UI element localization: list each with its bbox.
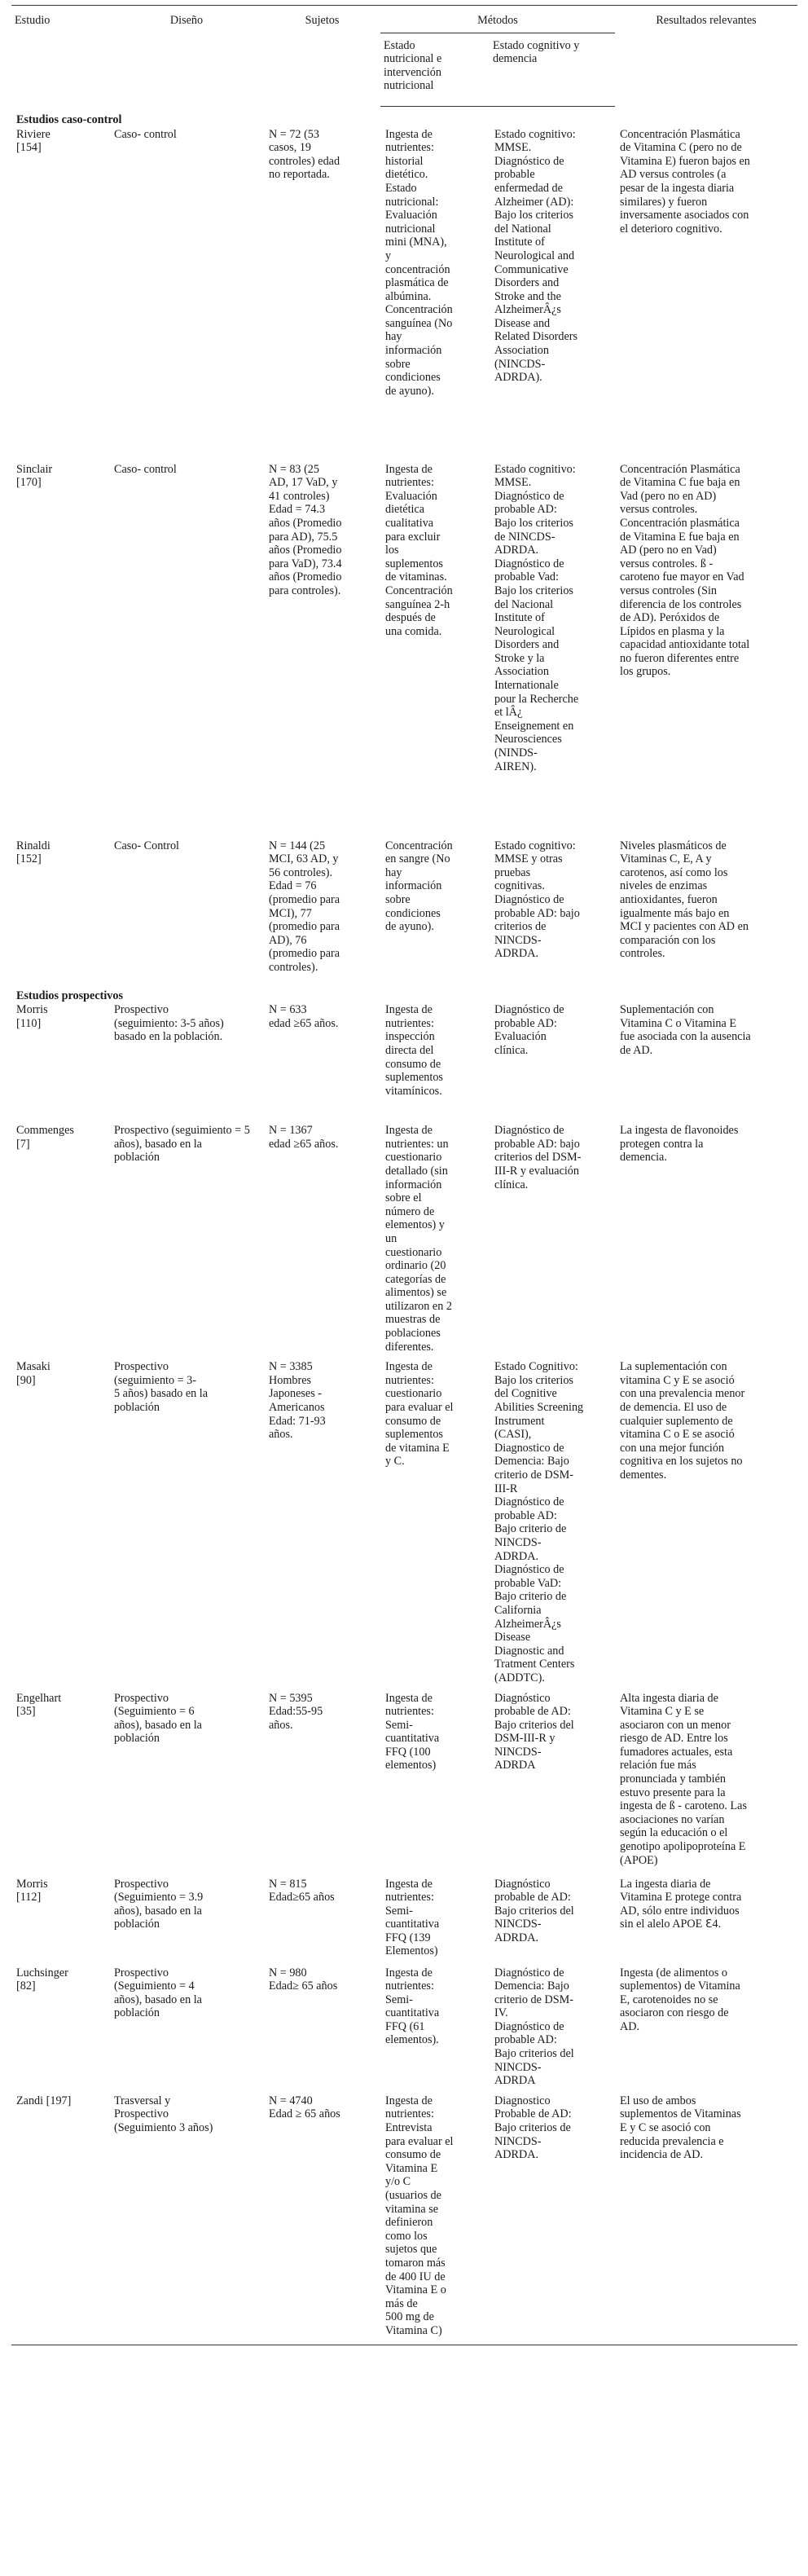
cell-estado-nutricional: Ingesta de nutrientes: cuestionario para evaluar el consumo de suplementos de vitamina E y C. — [385, 1360, 454, 1469]
cell-estudio: Riviere [154] — [16, 127, 50, 155]
cell-resultados: Alta ingesta diaria de Vitamina C y E se asociaron con un menor riesgo de AD. Entre los fumadores actuales, esta relación fue más pronunciada y también estuvo presente para la ingesta de ß - caroteno. Las asociaciones no varían según la educación o el genotipo apolipoproteína E (APOE) — [620, 1691, 748, 1867]
header-estado-cognitivo: Estado cognitivo y demencia — [490, 33, 615, 106]
studies-table — [11, 5, 797, 2345]
cell-sujetos: N = 83 (25 AD, 17 VaD, y 41 controles) Edad = 74.3 años (Promedio para AD), 75.5 años (Promedio para VaD), 73.4 años (Promedio para controles). — [269, 462, 342, 597]
cell-estado-nutricional: Ingesta de nutrientes: historial dietético. Estado nutricional: Evaluación nutricional mini (MNA), y concentración plasmática de albúmina. Concentración sanguínea (No hay información sobre condiciones de ayuno). — [385, 127, 453, 398]
cell-estado-cognitivo: Estado cognitivo: MMSE. Diagnóstico de probable enfermedad de Alzheimer (AD): Bajo los criterios del National Institute of Neurological and Communicative Disorders and Stroke and the AlzheimerÂ¿s Disease and Related Disorders Association (NINCDS- ADRDA). — [494, 127, 578, 385]
cell-resultados: Concentración Plasmática de Vitamina C (pero no de Vitamina E) fueron bajos en AD versus controles (a pesar de la ingesta diaria similares) y fueron inversamente asociados con el deterioro cognitivo. — [620, 127, 750, 236]
cell-estado-nutricional: Ingesta de nutrientes: Entrevista para evaluar el consumo de Vitamina E y/o C (usuarios de vitamina se definieron como los sujetos que tomaron más de 400 IU de Vitamina E o más de 500 mg de Vitamina C) — [385, 2094, 454, 2337]
table-row — [11, 463, 797, 839]
section-row-caso-control — [11, 106, 797, 127]
table-row — [11, 839, 797, 983]
table-body — [11, 106, 797, 2345]
cell-resultados: La ingesta diaria de Vitamina E protege contra AD, sólo entre individuos sin el alelo APOE ℇ4. — [620, 1877, 742, 1931]
cell-diseno: Prospectivo (seguimiento = 5 años), basado en la población — [114, 1124, 250, 1165]
cell-sujetos: N = 5395 Edad:55-95 años. — [269, 1691, 323, 1732]
cell-estado-cognitivo: Diagnóstico probable de AD: Bajo criterios del DSM-III-R y NINCDS- ADRDA — [494, 1691, 574, 1772]
table-row — [11, 1692, 797, 1878]
cell-sujetos: N = 72 (53 casos, 19 controles) edad no reportada. — [269, 127, 340, 182]
cell-estado-cognitivo: Estado Cognitivo: Bajo los criterios del Cognitive Abilities Screening Instrument (CASI), Diagnostico de Demencia: Bajo criterio de DSM- III-R Diagnóstico de probable AD: Bajo criterio de NINCDS- ADRDA. Diagnóstico de probable VaD: Bajo criterio de California AlzheimerÂ¿s Disease Diagnostic and Tratment Centers (ADDTC). — [494, 1360, 584, 1684]
section-title: Estudios caso-control — [16, 112, 122, 126]
cell-sujetos: N = 980 Edad≥ 65 años — [269, 1966, 338, 1993]
cell-estado-cognitivo: Diagnóstico de probable AD: Evaluación clínica. — [494, 1003, 564, 1057]
cell-estudio: Commenges [7] — [16, 1124, 74, 1151]
cell-diseno: Prospectivo (Seguimiento = 6 años), basado en la población — [114, 1691, 202, 1746]
header-resultados: Resultados relevantes — [615, 6, 797, 107]
cell-estado-cognitivo: Estado cognitivo: MMSE. Diagnóstico de probable AD: Bajo los criterios de NINCDS- ADRDA. Diagnóstico de probable Vad: Bajo los criterios del Nacional Institute of Neurological Disorders and Stroke y la Association Internationale pour la Recherche et lÂ¿ Enseignement en Neurosciences (NINDS- AIREN). — [494, 462, 579, 773]
table-row — [11, 1360, 797, 1691]
cell-estudio: Zandi [197] — [16, 2094, 72, 2107]
cell-estudio: Morris [112] — [16, 1877, 48, 1904]
cell-estudio: Sinclair [170] — [16, 462, 53, 490]
header-sujetos: Sujetos — [264, 6, 380, 107]
cell-sujetos: N = 3385 Hombres Japoneses - Americanos Edad: 71-93 años. — [269, 1360, 326, 1442]
cell-sujetos: N = 815 Edad≥65 años — [269, 1877, 335, 1904]
cell-estudio: Luchsinger [82] — [16, 1966, 68, 1993]
cell-diseno: Prospectivo (Seguimiento = 3.9 años), basado en la población — [114, 1877, 204, 1931]
cell-resultados: El uso de ambos suplementos de Vitaminas E y C se asoció con reducida prevalencia e incidencia de AD. — [620, 2094, 741, 2162]
section-title: Estudios prospectivos — [16, 989, 123, 1002]
cell-resultados: Suplementación con Vitamina C o Vitamina E fue asociada con la ausencia de AD. — [620, 1003, 751, 1057]
cell-estado-nutricional: Ingesta de nutrientes: inspección directa del consumo de suplementos vitamínicos. — [385, 1003, 443, 1098]
cell-sujetos: N = 633 edad ≥65 años. — [269, 1003, 339, 1030]
cell-sujetos: N = 144 (25 MCI, 63 AD, y 56 controles). Edad = 76 (promedio para MCI), 77 (promedio para AD), 76 (promedio para controles). — [269, 839, 340, 974]
cell-resultados: Concentración Plasmática de Vitamina C fue baja en Vad (pero no en AD) versus controles. Concentración plasmática de Vitamina E fue baja en AD (pero no en Vad) versus controles. ß - caroteno fue mayor en Vad versus controles (Sin diferencia de los controles de AD). Peróxidos de Lípidos en plasma y la capacidad antioxidante total no fueron diferentes entre los grupos. — [620, 462, 750, 679]
cell-estado-nutricional: Ingesta de nutrientes: Evaluación dietética cualitativa para excluir los suplementos de vitaminas. Concentración sanguínea 2-h después de una comida. — [385, 462, 453, 638]
cell-resultados: La ingesta de flavonoides protegen contra la demencia. — [620, 1124, 739, 1165]
cell-estado-cognitivo: Diagnóstico de probable AD: bajo criterios del DSM- III-R y evaluación clínica. — [494, 1124, 582, 1191]
table-row — [11, 1878, 797, 1966]
header-row — [11, 6, 797, 33]
cell-diseno: Prospectivo (seguimiento: 3-5 años) basado en la población. — [114, 1003, 224, 1044]
cell-diseno: Trasversal y Prospectivo (Seguimiento 3 años) — [114, 2094, 213, 2135]
cell-diseno: Caso- Control — [114, 839, 179, 852]
cell-resultados: Niveles plasmáticos de Vitaminas C, E, A y carotenos, así como los niveles de enzimas antioxidantes, fueron igualmente más bajo en MCI y pacientes con AD en comparación con los controles. — [620, 839, 749, 961]
header-diseno: Diseño — [109, 6, 264, 107]
cell-diseno: Caso- control — [114, 462, 177, 476]
cell-estado-cognitivo: Diagnostico Probable de AD: Bajo criterios de NINCDS- ADRDA. — [494, 2094, 572, 2162]
cell-estudio: Engelhart [35] — [16, 1691, 62, 1719]
cell-estado-nutricional: Ingesta de nutrientes: Semi- cuantitativa FFQ (139 Elementos) — [385, 1877, 440, 1958]
cell-diseno: Prospectivo (seguimiento = 3- 5 años) basado en la población — [114, 1360, 209, 1415]
cell-estado-nutricional: Ingesta de nutrientes: un cuestionario detallado (sin información sobre el número de elementos) y un cuestionario ordinario (20 categorías de alimentos) se utilizaron en 2 muestras de poblaciones diferentes. — [385, 1124, 452, 1354]
cell-estudio: Rinaldi [152] — [16, 839, 50, 866]
cell-estudio: Masaki [90] — [16, 1360, 50, 1387]
cell-estado-cognitivo: Diagnóstico de Demencia: Bajo criterio de DSM- IV. Diagnóstico de probable AD: Bajo criterios del NINCDS- ADRDA — [494, 1966, 574, 2088]
cell-resultados: La suplementación con vitamina C y E se asoció con una prevalencia menor de demencia. El uso de cualquier suplemento de vitamina C o E se asoció con una mejor función cognitiva en los sujetos no dementes. — [620, 1360, 745, 1482]
cell-sujetos: N = 1367 edad ≥65 años. — [269, 1124, 339, 1151]
table-row — [11, 2094, 797, 2345]
cell-estado-nutricional: Concentración en sangre (No hay información sobre condiciones de ayuno). — [385, 839, 453, 934]
cell-sujetos: N = 4740 Edad ≥ 65 años — [269, 2094, 340, 2121]
header-estudio: Estudio — [11, 6, 109, 107]
section-row-prospectivos — [11, 983, 797, 1004]
cell-estudio: Morris [110] — [16, 1003, 48, 1030]
cell-estado-nutricional: Ingesta de nutrientes: Semi- cuantitativa FFQ (61 elementos). — [385, 1966, 440, 2047]
table-row — [11, 1003, 797, 1124]
cell-diseno: Prospectivo (Seguimiento = 4 años), basado en la población — [114, 1966, 202, 2020]
header-metodos: Métodos — [380, 6, 615, 33]
header-estado-nutricional: Estado nutricional e intervención nutricional — [380, 33, 490, 106]
table-row — [11, 1966, 797, 2094]
cell-estado-cognitivo: Diagnóstico probable de AD: Bajo criterios del NINCDS- ADRDA. — [494, 1877, 574, 1944]
cell-estado-nutricional: Ingesta de nutrientes: Semi- cuantitativa FFQ (100 elementos) — [385, 1691, 440, 1772]
cell-resultados: Ingesta (de alimentos o suplementos) de Vitamina E, carotenoides no se asociaron con riesgo de AD. — [620, 1966, 740, 2033]
cell-estado-cognitivo: Estado cognitivo: MMSE y otras pruebas cognitivas. Diagnóstico de probable AD: bajo criterios de NINCDS- ADRDA. — [494, 839, 580, 961]
table-row — [11, 1124, 797, 1360]
table-row — [11, 128, 797, 463]
cell-diseno: Caso- control — [114, 127, 177, 141]
